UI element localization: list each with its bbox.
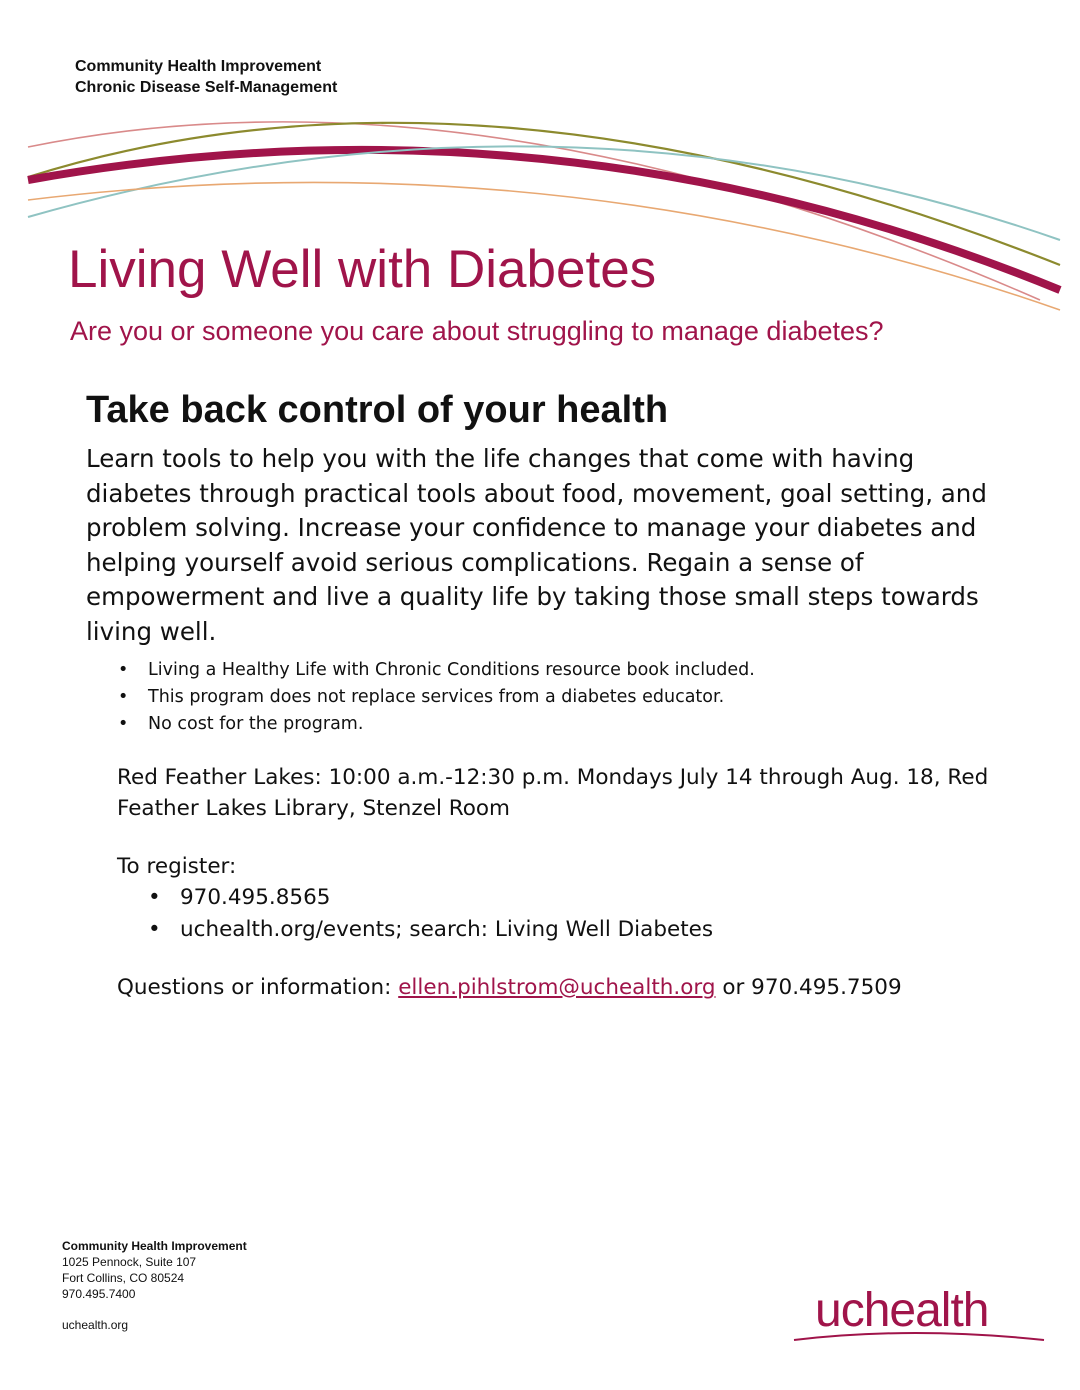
header-org-block — [75, 56, 337, 98]
page-subtitle: Are you or someone you care about struggling to manage diabetes? — [70, 316, 884, 346]
uchealth-logo-icon — [792, 1282, 1047, 1344]
list-item: • This program does not replace services from a diabetes educator. — [118, 684, 755, 711]
page-title: Living Well with Diabetes — [68, 240, 657, 299]
header-org-name: Community Health Improvement — [75, 58, 322, 75]
header-program-name: Chronic Disease Self-Management — [75, 79, 338, 96]
register-web: • uchealth.org/events; search: Living Well Diabetes — [148, 914, 713, 946]
list-item: • Living a Healthy Life with Chronic Conditions resource book included. — [118, 657, 755, 684]
session-details: : 10:00 a.m.-12:30 p.m. Mondays July 14 through Aug. 18, Red Feather Lakes Library, Stenzel Room — [117, 765, 989, 821]
intro-paragraph: Learn tools to help you with the life changes that come with having diabetes through practical tools about food, movement, goal setting, and problem solving. Increase your confidence to manage your diabetes and helping yourself avoid serious complications. Regain a sense of empowerment and live a quality life by taking those small steps towards living well. — [86, 444, 987, 646]
register-phone: • 970.495.8565 — [148, 882, 713, 914]
footer-address-line1: 1025 Pennock, Suite 107 — [62, 1255, 197, 1269]
session-info — [117, 762, 1017, 824]
footer-phone: 970.495.7400 — [62, 1287, 136, 1301]
footer-address-line2: Fort Collins, CO 80524 — [62, 1271, 185, 1285]
session-location: Red Feather Lakes — [117, 765, 315, 790]
footer-address — [62, 1238, 247, 1333]
program-bullets — [118, 657, 755, 738]
uchealth-logo-text: uchealth — [815, 1284, 989, 1337]
tagline-heading: Take back control of your health — [86, 389, 669, 431]
footer-website: uchealth.org — [62, 1318, 129, 1332]
footer-org: Community Health Improvement — [62, 1239, 247, 1253]
register-list — [148, 882, 713, 946]
list-item: • No cost for the program. — [118, 711, 755, 738]
questions-suffix: or 970.495.7509 — [715, 975, 902, 1000]
questions-line — [117, 972, 902, 1003]
questions-prefix: Questions or information: — [117, 975, 399, 1000]
register-label: To register: — [117, 854, 237, 879]
contact-email-link[interactable]: ellen.pihlstrom@uchealth.org — [398, 975, 716, 1000]
